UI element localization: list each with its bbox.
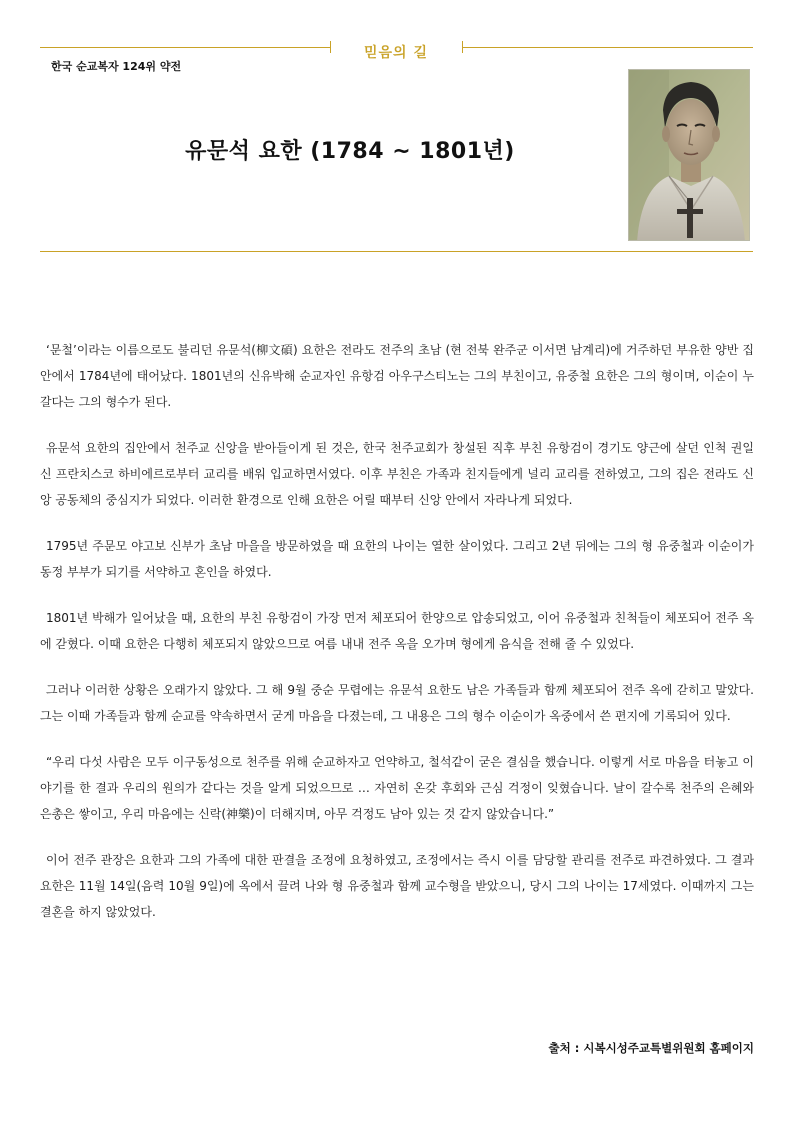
header-bottom-rule xyxy=(40,251,753,252)
paragraph-6-quote: “우리 다섯 사람은 모두 이구동성으로 천주를 위해 순교하자고 언약하고, 철석같이 굳은 결심을 했습니다. 이렇게 서로 마음을 터놓고 이야기를 한 결과 우리의 원의가 같다는 것을 알게 되었으므로 … 자연히 온갖 후회와 근심 걱정이 잊혔습니다. 날이 갈수록 천주의 은혜와 은총은 쌓이고, 우리 마음에는 신락(神樂)이 더해지며, 아무 걱정도 남아 있는 것 같지 않았습니다.” xyxy=(40,755,754,821)
header-rule-tick-left xyxy=(330,41,331,53)
source-citation: 출처 : 시복시성주교특별위원회 홈페이지 xyxy=(548,1041,754,1055)
section-label: 믿음의 길 xyxy=(364,45,428,61)
page-title: 유문석 요한 (1784 ~ 1801년) xyxy=(185,139,515,164)
article-body xyxy=(40,337,754,945)
header-rule-right xyxy=(462,47,753,48)
header-rule-left xyxy=(40,47,330,48)
paragraph-3: 1795년 주문모 야고보 신부가 초남 마을을 방문하였을 때 요한의 나이는 열한 살이었다. 그리고 2년 뒤에는 그의 형 유중철과 이순이가 동정 부부가 되기를 서약하고 혼인을 하였다. xyxy=(40,539,754,579)
portrait-image xyxy=(628,69,750,241)
paragraph-2: 유문석 요한의 집안에서 천주교 신앙을 받아들이게 된 것은, 한국 천주교회가 창설된 직후 부친 유항검이 경기도 양근에 살던 인척 권일신 프란치스코 하비에르로부터 교리를 배워 입교하면서였다. 이후 부친은 가족과 친지들에게 널리 교리를 전하였고, 그의 집은 전라도 신앙 공동체의 중심지가 되었다. 이러한 환경으로 인해 요한은 어릴 때부터 신앙 안에서 자라나게 되었다. xyxy=(40,441,754,507)
paragraph-5: 그러나 이러한 상황은 오래가지 않았다. 그 해 9월 중순 무렵에는 유문석 요한도 남은 가족들과 함께 체포되어 전주 옥에 갇히고 말았다. 그는 이때 가족들과 함께 순교를 약속하면서 굳게 마음을 다졌는데, 그 내용은 그의 형수 이순이가 옥중에서 쓴 편지에 기록되어 있다. xyxy=(40,683,754,723)
paragraph-1: ‘문철’이라는 이름으로도 불리던 유문석(柳文碩) 요한은 전라도 전주의 초남 (현 전북 완주군 이서면 남계리)에 거주하던 부유한 양반 집안에서 1784년에 태어났다. 1801년의 신유박해 순교자인 유항검 아우구스티노는 그의 부친이고, 유중철 요한은 그의 형이며, 이순이 누갈다는 그의 형수가 된다. xyxy=(40,343,754,409)
paragraph-4: 1801년 박해가 일어났을 때, 요한의 부친 유항검이 가장 먼저 체포되어 한양으로 압송되었고, 이어 유중철과 친척들이 체포되어 전주 옥에 갇혔다. 이때 요한은 다행히 체포되지 않았으므로 여름 내내 전주 옥을 오가며 형에게 음식을 전해 줄 수 있었다. xyxy=(40,611,754,651)
series-label: 한국 순교복자 124위 약전 xyxy=(51,60,182,73)
paragraph-7: 이어 전주 관장은 요한과 그의 가족에 대한 판결을 조정에 요청하였고, 조정에서는 즉시 이를 담당할 관리를 전주로 파견하였다. 그 결과 요한은 11월 14일(음력 10월 9일)에 옥에서 끌려 나와 형 유중철과 함께 교수형을 받았으니, 당시 그의 나이는 17세였다. 이때까지 그는 결혼을 하지 않았었다. xyxy=(40,853,754,919)
